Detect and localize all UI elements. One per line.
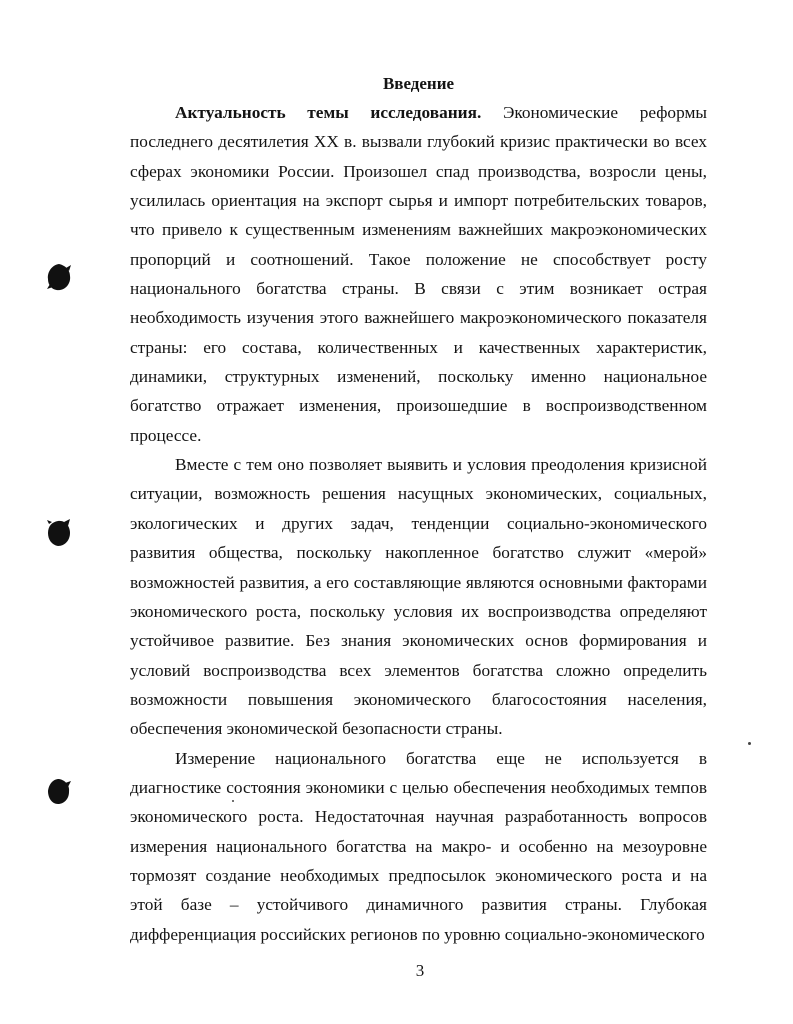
paragraph-1-text: Экономические реформы последнего десятилетия XX в. вызвали глубокий кризис практически во всех сферах экономики России. Произошел спад производства, возросли цены, усилилась ориентация на экспорт сырья и импорт потребительских товаров, что привело к существенным изменениям важнейших макроэкономических пропорций и соотношений. Такое положение не способствует росту национального богатства страны. В связи с этим возникает острая необходимость изучения этого важнейшего макроэкономического показателя страны: его состава, количественных и качественных характеристик, динамики, структурных изменений, поскольку именно национальное богатство отражает изменения, произошедшие в воспроизводственном процессе.	[130, 103, 707, 445]
punch-hole-mark	[46, 262, 72, 292]
punch-hole-mark	[46, 776, 72, 806]
paragraph-3: Измерение национального богатства еще не используется в диагностике состояния экономики с целью обеспечения необходимых темпов экономического роста. Недостаточная научная разработанность вопросов измерения национального богатства на макро- и особенно на мезоуровне тормозят создание необходимых предпосылок экономического роста и на этой базе – устойчивого динамичного развития страны. Глубокая дифференциация российских регионов по уровню социально-экономического	[130, 748, 707, 944]
paragraph-1	[130, 98, 707, 450]
punch-hole-mark	[46, 518, 72, 548]
lead-heading: Актуальность темы исследования.	[175, 103, 482, 122]
section-title: Введение	[382, 74, 455, 93]
paragraph-2: Вместе с тем оно позволяет выявить и условия преодоления кризисной ситуации, возможность решения насущных экономических, социальных, экологических и других задач, тенденции социально-экономического развития общества, поскольку накопленное богатство служит «мерой» возможностей развития, а его составляющие являются основными факторами экономического роста, поскольку условия их воспроизводства определяют устойчивое развитие. Без знания экономических основ формирования и условий воспроизводства всех элементов богатства сложно определить возможности повышения экономического благосостояния населения, обеспечения экономической безопасности страны.	[130, 455, 707, 739]
document-body	[130, 98, 707, 949]
page-number: 3	[415, 961, 425, 980]
scan-speck	[748, 742, 751, 745]
